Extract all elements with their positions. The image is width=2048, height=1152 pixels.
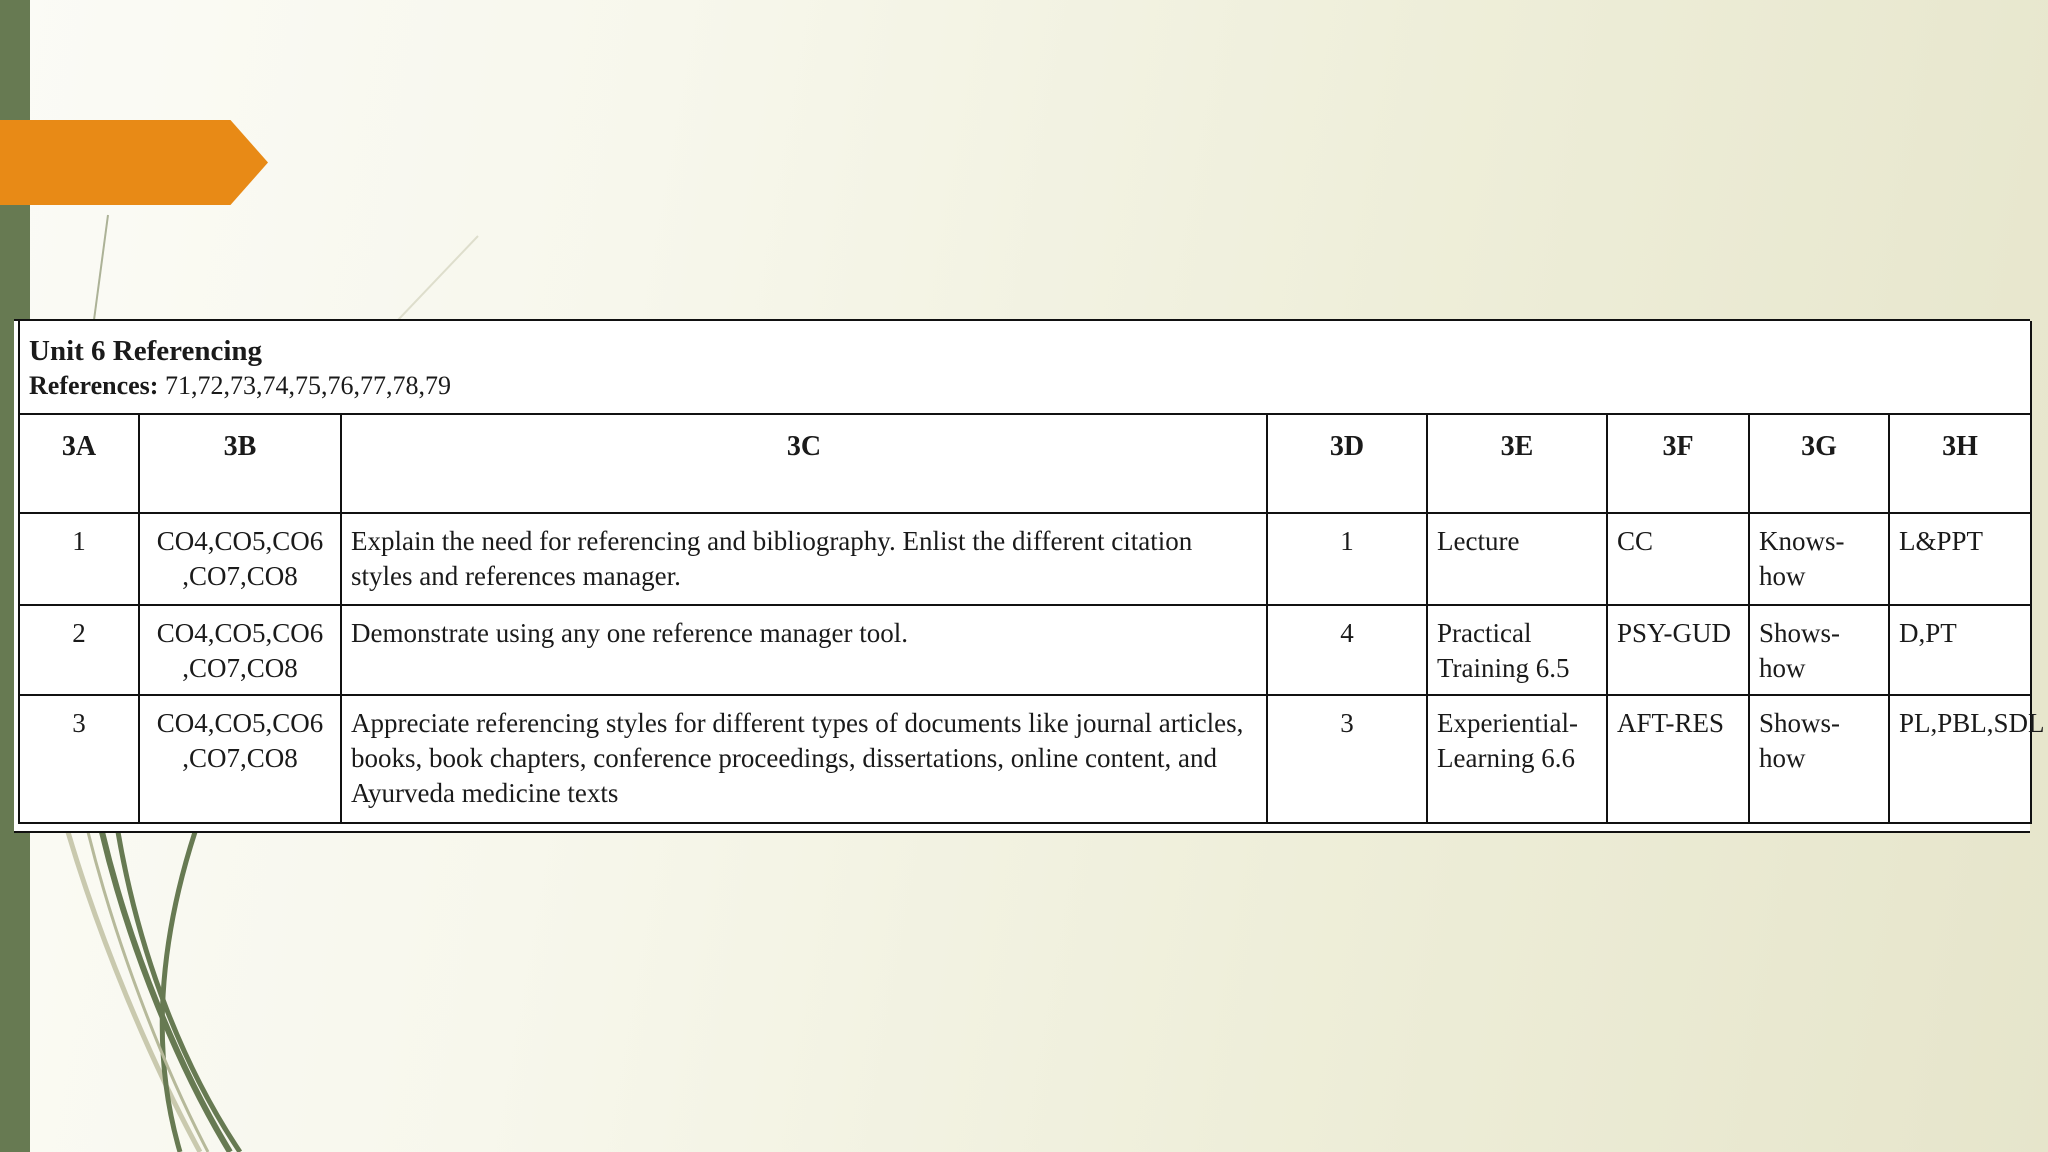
cell-3g: Shows-how [1749,695,1889,823]
references-line [29,369,2021,403]
column-header-row [19,414,2031,513]
column-header-3f: 3F [1607,414,1749,513]
table-row [19,605,2031,695]
cell-3a: 2 [19,605,139,695]
unit-header-row [19,321,2031,414]
cell-3h: PL,PBL,SDL [1889,695,2031,823]
cell-3g: Shows-how [1749,605,1889,695]
column-header-3b: 3B [139,414,341,513]
cell-3d: 4 [1267,605,1427,695]
unit-title: Unit 6 Referencing [29,335,263,367]
cell-3c: Appreciate referencing styles for different types of documents like journal articles, books, book chapters, conference proceedings, dissertations, online content, and Ayurveda medicine texts [341,695,1267,823]
unit-header-cell [19,321,2031,414]
cell-3b: CO4,CO5,CO6 ,CO7,CO8 [139,513,341,605]
column-header-3g: 3G [1749,414,1889,513]
cell-3e: Practical Training 6.5 [1427,605,1607,695]
cell-3a: 1 [19,513,139,605]
cell-3f: AFT-RES [1607,695,1749,823]
column-header-3c: 3C [341,414,1267,513]
cell-3h: D,PT [1889,605,2031,695]
cell-3f: CC [1607,513,1749,605]
column-header-3a: 3A [19,414,139,513]
cell-3d: 3 [1267,695,1427,823]
cell-3c: Demonstrate using any one reference manager tool. [341,605,1267,695]
cell-3a: 3 [19,695,139,823]
column-header-3e: 3E [1427,414,1607,513]
cell-3c: Explain the need for referencing and bibliography. Enlist the different citation styles and references manager. [341,513,1267,605]
cell-3e: Experiential-Learning 6.6 [1427,695,1607,823]
cell-3e: Lecture [1427,513,1607,605]
cell-3g: Knows-how [1749,513,1889,605]
column-header-3h: 3H [1889,414,2031,513]
cell-3h: L&PPT [1889,513,2031,605]
curriculum-table [18,321,2045,824]
table-row [19,695,2031,823]
references-label: References: [29,371,159,400]
cell-3b: CO4,CO5,CO6 ,CO7,CO8 [139,695,341,823]
cell-3d: 1 [1267,513,1427,605]
column-header-3d: 3D [1267,414,1427,513]
cell-3b: CO4,CO5,CO6 ,CO7,CO8 [139,605,341,695]
references-value: 71,72,73,74,75,76,77,78,79 [158,371,451,400]
table-row [19,513,2031,605]
cell-3f: PSY-GUD [1607,605,1749,695]
curriculum-table-panel [14,319,2045,833]
